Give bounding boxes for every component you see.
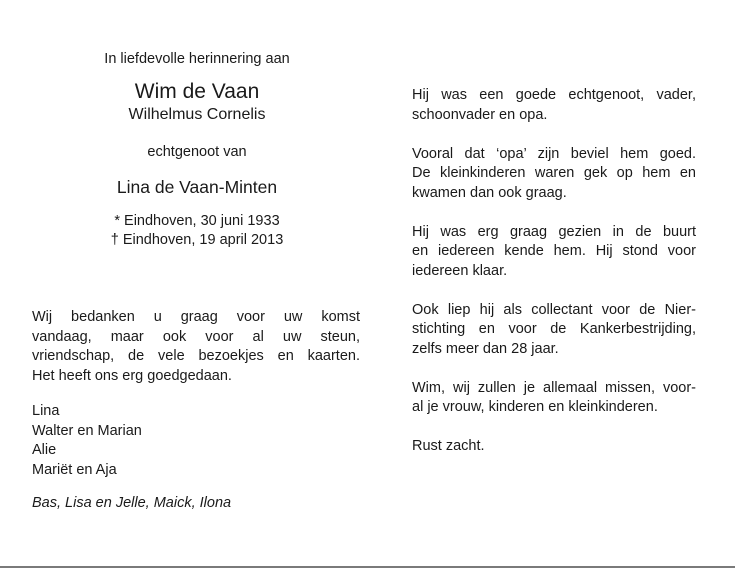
family-member: Lina: [32, 403, 60, 419]
thanks-line: vriendschap, de vele bezoekjes en kaarten.: [32, 348, 360, 364]
tribute-line: kwamen dan ook graag.: [412, 184, 567, 201]
spouse-label: echtgenoot van: [147, 144, 247, 160]
thanks-line: Wij bedanken u graag voor uw komst: [32, 309, 360, 325]
tribute-line: Hij was een goede echtgenoot, vader,: [412, 87, 696, 103]
card-bottom-edge: [0, 566, 735, 568]
tribute-line: Vooral dat ‘opa’ zijn beviel hem goed.: [412, 145, 696, 162]
tribute-line: Hij was erg graag gezien in de buurt: [412, 223, 696, 240]
family-list: [32, 402, 360, 480]
death-date: † Eindhoven, 19 april 2013: [110, 232, 284, 248]
life-dates: [32, 212, 362, 250]
tribute-paragraph: [412, 301, 696, 360]
tribute-paragraph: [412, 145, 696, 204]
memorial-header: [32, 50, 362, 250]
tribute-line: Wim, wij zullen je allemaal missen, voor-: [412, 379, 696, 396]
deceased-full-name: Wilhelmus Cornelis: [128, 106, 266, 123]
tribute-line: Rust zacht.: [412, 438, 485, 454]
tribute-line: stichting en voor de Kankerbestrijding,: [412, 321, 696, 337]
deceased-name: Wim de Vaan: [134, 80, 260, 103]
tribute-paragraph: [412, 437, 696, 457]
tribute-text: [412, 86, 696, 476]
heading: In liefdevolle herinnering aan: [104, 51, 290, 67]
tribute-line: zelfs meer dan 28 jaar.: [412, 340, 559, 357]
tribute-line: en iedereen kende hem. Hij stond voor: [412, 243, 696, 259]
tribute-line: Ook liep hij als collectant voor de Nier-: [412, 301, 696, 318]
tribute-line: De kleinkinderen waren gek op hem en: [412, 165, 696, 181]
grandchildren-line: Bas, Lisa en Jelle, Maick, Ilona: [32, 495, 232, 511]
spouse-name: Lina de Vaan-Minten: [116, 177, 278, 197]
tribute-line: schoonvader en opa.: [412, 106, 548, 123]
thanks-paragraph: [32, 308, 360, 386]
family-member: Mariët en Aja: [32, 461, 117, 478]
thanks-line: Het heeft ons erg goedgedaan.: [32, 367, 232, 384]
tribute-line: al je vrouw, kinderen en kleinkinderen.: [412, 399, 658, 415]
birth-date: * Eindhoven, 30 juni 1933: [114, 213, 280, 229]
family-member: Alie: [32, 442, 57, 458]
tribute-paragraph: [412, 223, 696, 282]
thanks-line: vandaag, maar ook voor al uw steun,: [32, 328, 360, 345]
tribute-paragraph: [412, 379, 696, 418]
tribute-line: iedereen klaar.: [412, 262, 508, 279]
tribute-paragraph: [412, 86, 696, 125]
family-member: Walter en Marian: [32, 422, 142, 439]
